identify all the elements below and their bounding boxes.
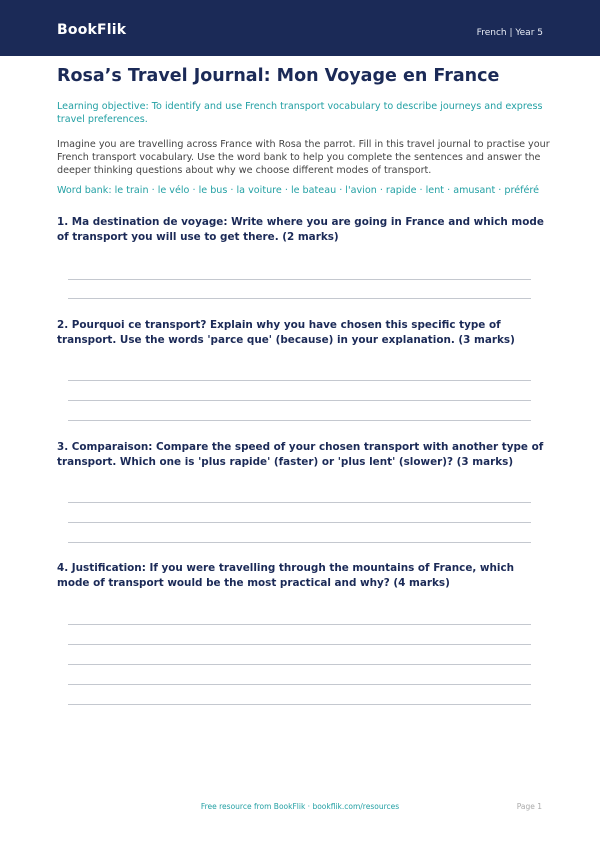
answer-line[interactable]: [68, 380, 531, 381]
question-4: 4. Justification: If you were travelling through the mountains of France, which mode of transport would be the most practical and why? (4 marks): [57, 562, 515, 589]
question-2: 2. Pourquoi ce transport? Explain why you have chosen this specific type of transport. Use the words 'parce que' (because) in your explanation. (3 marks): [57, 319, 515, 346]
answer-line[interactable]: [68, 664, 531, 665]
word-bank: Word bank: le train · le vélo · le bus · la voiture · le bateau · l'avion · rapide · lent · amusant · préféré: [57, 185, 540, 196]
answer-line[interactable]: [68, 644, 531, 645]
footer-credit: Free resource from BookFlik · bookflik.com/resources: [200, 802, 400, 811]
answer-line[interactable]: [68, 522, 531, 523]
answer-line[interactable]: [68, 502, 531, 503]
page-number: Page 1: [516, 802, 542, 811]
answer-line[interactable]: [68, 298, 531, 299]
intro-text: Imagine you are travelling across France with Rosa the parrot. Fill in this travel journal to practise your French transport vocabulary. Use the word bank to help you complete the sentences and answer the deeper thinking questions about why we choose different modes of transport.: [57, 139, 550, 176]
answer-line[interactable]: [68, 704, 531, 705]
answer-line[interactable]: [68, 542, 531, 543]
page-title: Rosa’s Travel Journal: Mon Voyage en France: [57, 66, 500, 86]
answer-line[interactable]: [68, 400, 531, 401]
subject-year-label: French | Year 5: [476, 28, 543, 38]
learning-objective: Learning objective: To identify and use French transport vocabulary to describe journeys and express travel preferences.: [57, 101, 543, 125]
question-3: 3. Comparaison: Compare the speed of your chosen transport with another type of transport. Which one is 'plus rapide' (faster) or 'plus lent' (slower)? (3 marks): [57, 441, 544, 468]
header-bar: [0, 0, 600, 56]
answer-line[interactable]: [68, 420, 531, 421]
brand-logo: BookFlik: [57, 22, 127, 38]
answer-line[interactable]: [68, 279, 531, 280]
answer-line[interactable]: [68, 624, 531, 625]
question-1: 1. Ma destination de voyage: Write where you are going in France and which mode of transport you will use to get there. (2 marks): [57, 216, 544, 243]
answer-line[interactable]: [68, 684, 531, 685]
